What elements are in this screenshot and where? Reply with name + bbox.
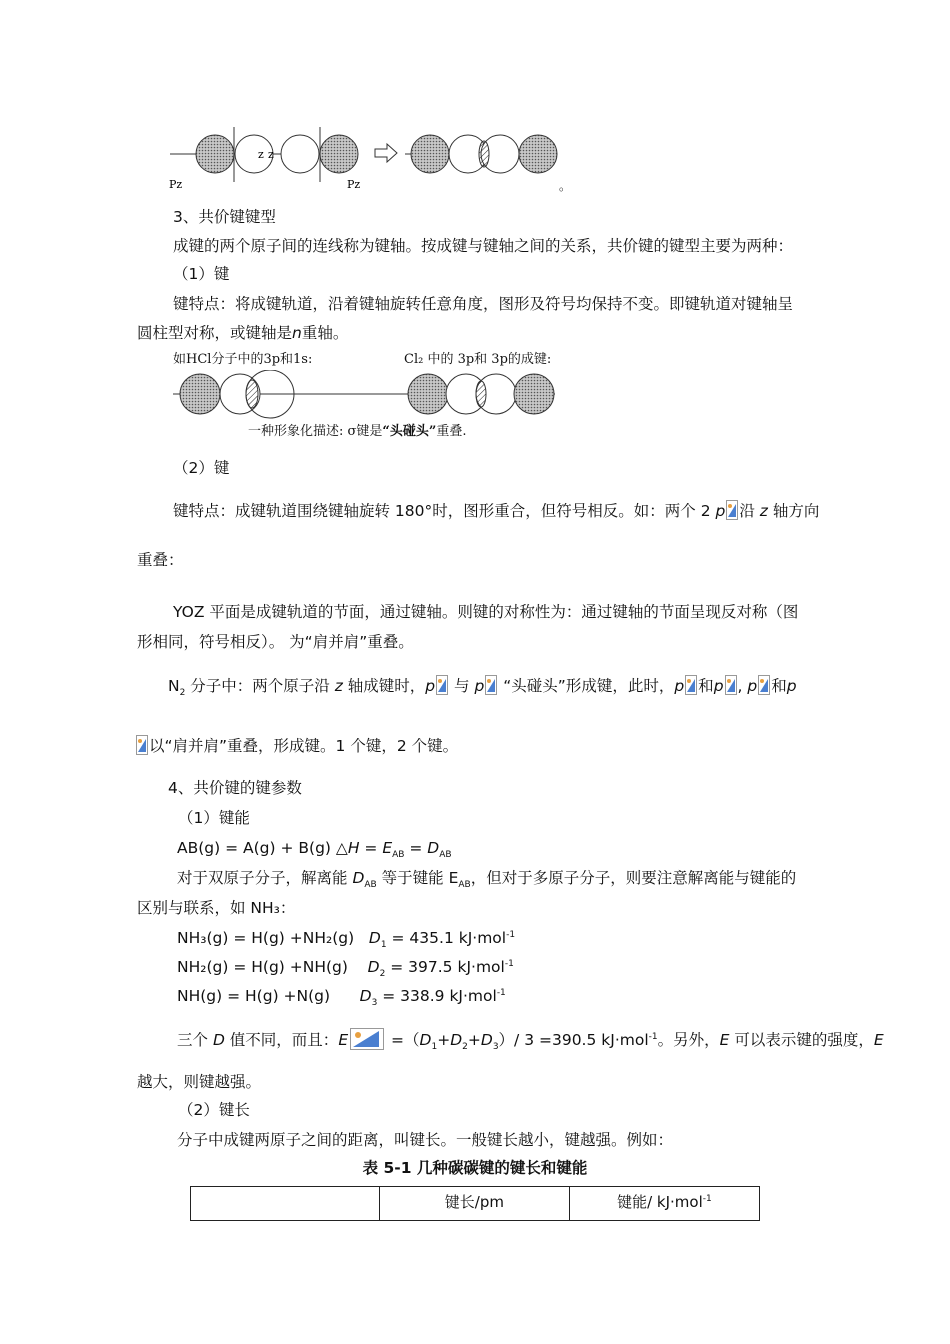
cl2-figure-title: Cl₂ 中的 3p和 3p的成键: bbox=[404, 352, 552, 367]
axis-label-z1: z bbox=[258, 148, 264, 161]
image-icon bbox=[136, 735, 148, 755]
sigma-feature-line2: 圆柱型对称，或键轴是n重轴。 bbox=[137, 324, 349, 342]
average-energy-line2: 越大，则键越强。 bbox=[137, 1073, 262, 1091]
hcl-figure-title: 如HCl分子中的3p和1s: bbox=[173, 352, 313, 367]
bond-length-title: （2）键长 bbox=[178, 1101, 250, 1119]
reaction-1: NH₃(g) = H(g) +NH₂(g) $D_1 = 435.1$ kJ·mol$^{-1}$ bbox=[177, 929, 516, 951]
sec3-intro: 成键的两个原子间的连线称为键轴。按成键与键轴之间的关系，共价键的键型主要为两种： bbox=[173, 237, 794, 255]
bond-energy-equation: AB(g) = A(g) + B(g) △H = $E_{AB} = D_{AB}$ bbox=[177, 839, 452, 861]
section-3-heading: 3、共价键键型 bbox=[173, 208, 276, 226]
image-icon bbox=[726, 500, 738, 520]
sigma-bond-title: （1）键 bbox=[173, 265, 230, 283]
reaction-2: NH₂(g) = H(g) +NH(g) $D_2 = 397.5$ kJ·mol$^{-1}$ bbox=[177, 958, 514, 980]
yoz-line2: 形相同，符号相反）。 为“肩并肩”重叠。 bbox=[137, 633, 414, 651]
figure-end-mark: 。 bbox=[559, 179, 572, 193]
arrow-icon bbox=[375, 144, 397, 162]
sigma-bond-figure bbox=[170, 370, 570, 420]
pi-feature-line2: 重叠： bbox=[137, 551, 184, 569]
pi-bond-title: （2）键 bbox=[173, 459, 230, 477]
average-energy-line: 三个 D 值不同，而且：$E =(D_1+D_2+D_3)/$ 3 =390.5 kJ·mol$^{-1}$。另外，E 可以表示键的强度，E bbox=[177, 1028, 884, 1050]
sigma-figure-caption: 一种形象化描述: σ键是“头碰头”重叠. bbox=[248, 424, 467, 439]
n2-line2: 以“肩并肩”重叠，形成键。1 个键，2 个键。 bbox=[135, 735, 458, 756]
table-header-cell bbox=[191, 1187, 380, 1221]
bond-table bbox=[190, 1186, 760, 1221]
axis-label-z2: z bbox=[268, 148, 274, 161]
table-header-row bbox=[191, 1187, 760, 1221]
image-icon bbox=[685, 675, 697, 695]
dissociation-line2: 区别与联系，如 NH₃： bbox=[137, 899, 296, 917]
sigma-feature-line1: 键特点：将成键轨道，沿着键轴旋转任意角度，图形及符号均保持不变。即键轨道对键轴呈 bbox=[173, 295, 794, 313]
pi-feature-line1: 键特点：成键轨道围绕键轴旋转 180°时，图形重合，但符号相反。如：两个 2 p 沿 z 轴方向 bbox=[173, 502, 820, 520]
image-icon bbox=[485, 675, 497, 695]
image-icon bbox=[350, 1028, 384, 1050]
n2-line: $N_2$ 分子中：两个原子沿 z 轴成键时，p 与 p “头碰头”形成键，此时，p 和p , p 和p bbox=[168, 677, 797, 699]
reaction-3: NH(g) = H(g) +N(g) $D_3 = 338.9$ kJ·mol$^{-1}$ bbox=[177, 987, 506, 1009]
table-caption: 表 5-1 几种碳碳键的键长和键能 bbox=[362, 1159, 588, 1177]
lobe-positive bbox=[196, 135, 234, 173]
dissociation-line1: 对于双原子分子，解离能 $D_{AB}$ 等于键能 $E_{AB}$，但对于多原子分子，则要注意解离能与键能的 bbox=[177, 869, 797, 891]
pz-label-right: Pz bbox=[347, 178, 361, 191]
section-4-heading: 4、共价键的键参数 bbox=[168, 779, 302, 797]
bond-energy-title: （1）键能 bbox=[178, 809, 250, 827]
table-header-cell: 键能/ kJ·mol$^{-1}$ bbox=[569, 1187, 759, 1221]
image-icon bbox=[758, 675, 770, 695]
bond-length-desc: 分子中成键两原子之间的距离，叫键长。一般键长越小，键越强。例如： bbox=[177, 1131, 674, 1149]
image-icon bbox=[725, 675, 737, 695]
pz-label-left: Pz bbox=[169, 178, 183, 191]
table-header-cell: 键长/pm bbox=[379, 1187, 569, 1221]
p-orbital-overlap-figure bbox=[165, 122, 585, 197]
image-icon bbox=[436, 675, 448, 695]
yoz-line1: YOZ 平面是成键轨道的节面，通过键轴。则键的对称性为：通过键轴的节面呈现反对称（图 bbox=[173, 603, 799, 621]
